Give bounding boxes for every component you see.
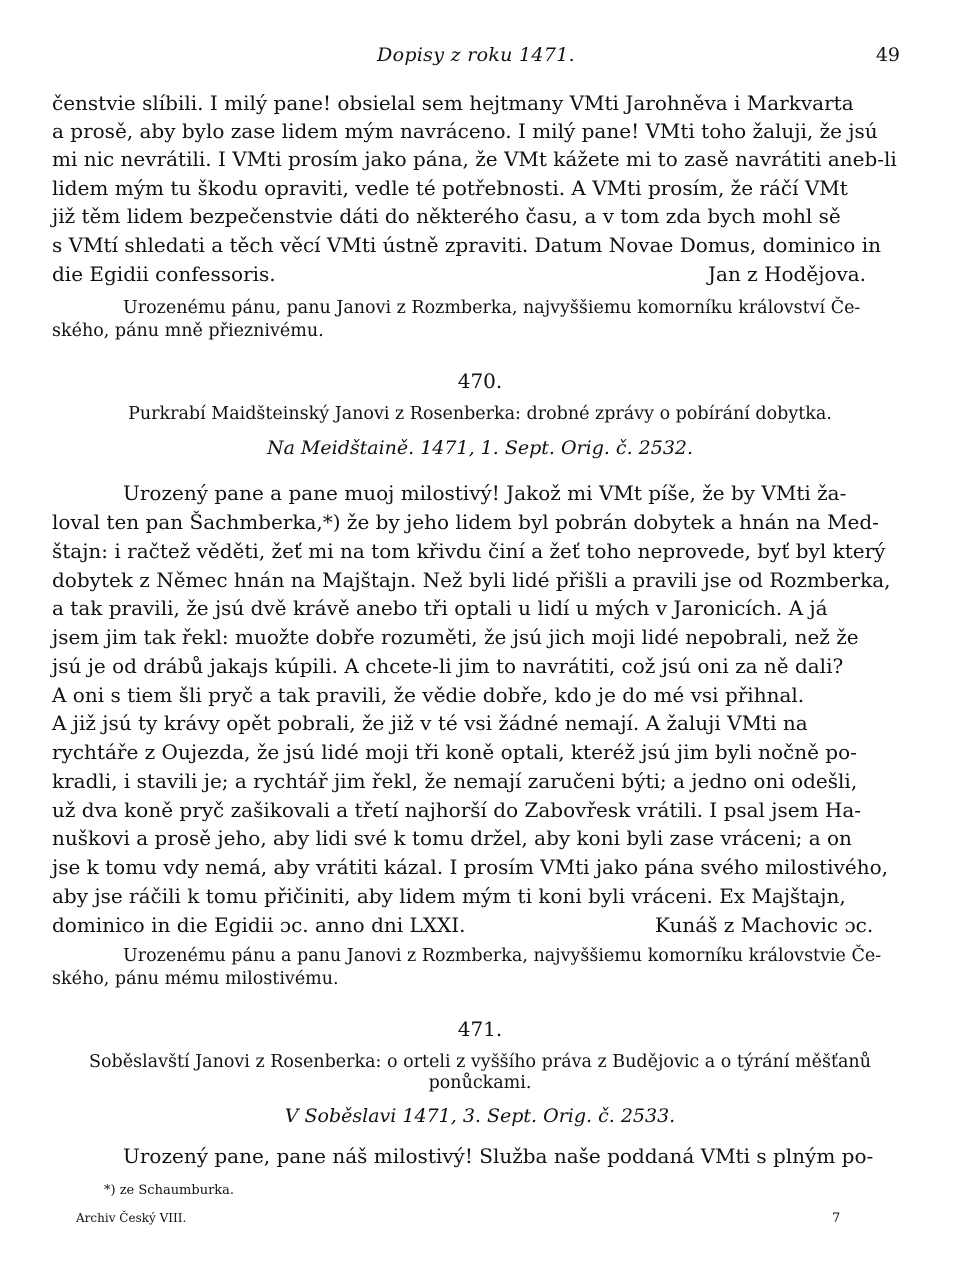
signature-mark-left: Archiv Český VIII.: [76, 1211, 187, 1225]
body-line: A oni s tiem šli pryč a tak pravili, že vědie dobře, kdo je do mé vsi přihnal.: [52, 683, 805, 707]
address-line: Urozenému pánu, panu Janovi z Rozmberka, najvyššiemu komorníku království Če-: [123, 298, 861, 318]
document-number: 470.: [457, 369, 503, 393]
running-title: Dopisy z roku 1471.: [377, 44, 575, 66]
body-line: dominico in die Egidii ɔc. anno dni LXXI.: [52, 913, 466, 937]
body-line: loval ten pan Šachmberka,*) že by jeho lidem byl pobrán dobytek a hnán na Med-: [52, 510, 879, 534]
body-line: die Egidii confessoris.: [52, 262, 276, 286]
address-line: ského, pánu mému milostivému.: [52, 969, 339, 989]
body-line: a prosě, aby bylo zase lidem mým navráceno. I milý pane! VMti toho žaluji, že jsú: [52, 119, 878, 143]
body-line: jsú je od drábů jakajs kúpili. A chcete-li jim to navrátiti, což jsú oni za ně dali?: [52, 654, 844, 678]
footnote: *) ze Schaumburka.: [104, 1183, 235, 1198]
body-line: Urozený pane a pane muoj milostivý! Jakož mi VMt píše, že by VMti ža-: [123, 481, 847, 505]
page-number: 49: [875, 44, 900, 66]
document-summary: Purkrabí Maidšteinský Janovi z Rosenberka: drobné zprávy o pobírání dobytka.: [128, 404, 832, 424]
body-line: aby jse ráčili k tomu přičiniti, aby lidem mým ti koni byli vráceni. Ex Majštajn,: [52, 884, 846, 908]
body-line: s VMtí shledati a těch věcí VMti ústně zpraviti. Datum Novae Domus, dominico in: [52, 233, 881, 257]
body-line: a tak pravili, že jsú dvě krávě anebo tři optali u lidí u mých v Jaronicích. A já: [52, 596, 828, 620]
body-line: dobytek z Němec hnán na Majštajn. Než byli lidé přišli a pravili jse od Rozmberka,: [52, 568, 891, 592]
running-header: [52, 44, 900, 70]
body-line: jse k tomu vdy nemá, aby vrátiti kázal. I prosím VMti jako pána svého milostivého,: [52, 855, 888, 879]
address-line: Urozenému pánu a panu Janovi z Rozmberka, najvyššiemu komorníku královstvie Če-: [123, 946, 882, 966]
document-summary: Soběslavští Janovi z Rosenberka: o orteli z vyššího práva z Budějovic a o týrání měšťanů: [89, 1052, 871, 1072]
signature-mark-right: 7: [832, 1211, 841, 1226]
body-line: Urozený pane, pane náš milostivý! Služba naše poddaná VMti s plným po-: [123, 1144, 874, 1168]
letter-signature: Kunáš z Machovic ɔc.: [655, 913, 874, 937]
letter-signature: Jan z Hodějova.: [708, 262, 867, 286]
body-line: lidem mým tu škodu opraviti, vedle té potřebnosti. A VMti prosím, že ráčí VMt: [52, 176, 848, 200]
document-source: V Soběslavi 1471, 3. Sept. Orig. č. 2533.: [284, 1105, 676, 1127]
body-line: rychtáře z Oujezda, že jsú lidé moji tři koně optali, kteréž jsú jim byli nočně po-: [52, 740, 857, 764]
body-line: jsem jim tak řekl: muožte dobře rozuměti, že jsú jich moji lidé nepobrali, než že: [52, 625, 859, 649]
address-line: ského, pánu mně přieznivému.: [52, 321, 324, 341]
body-line: už dva koně pryč zašikovali a třetí najhorší do Zabovřesk vrátili. I psal jsem Ha-: [52, 798, 862, 822]
body-line: mi nic nevrátili. I VMti prosím jako pána, že VMt kážete mi to zasě navrátiti aneb-li: [52, 147, 897, 171]
body-line: A již jsú ty krávy opět pobrali, že již v té vsi žádné nemají. A žaluji VMti na: [52, 711, 808, 735]
body-line: již těm lidem bezpečenstvie dáti do některého času, a v tom zda bych mohl sě: [52, 204, 841, 228]
document-number: 471.: [457, 1017, 503, 1041]
document-source: Na Meidštaině. 1471, 1. Sept. Orig. č. 2532.: [266, 437, 694, 459]
body-line: kradli, i stavili je; a rychtář jim řekl, že nemají zaručeni býti; a jedno oni odešli,: [52, 769, 858, 793]
body-line: čenstvie slíbili. I milý pane! obsielal sem hejtmany VMti Jarohněva i Markvarta: [52, 91, 854, 115]
body-line: štajn: i račtež věděti, žeť mi na tom křivdu činí a žeť toho neprovede, byť byl který: [52, 539, 886, 563]
body-line: nuškovi a prosě jeho, aby lidi své k tomu držel, aby koni byli zase vráceni; a on: [52, 826, 852, 850]
document-summary: ponůckami.: [428, 1073, 532, 1093]
